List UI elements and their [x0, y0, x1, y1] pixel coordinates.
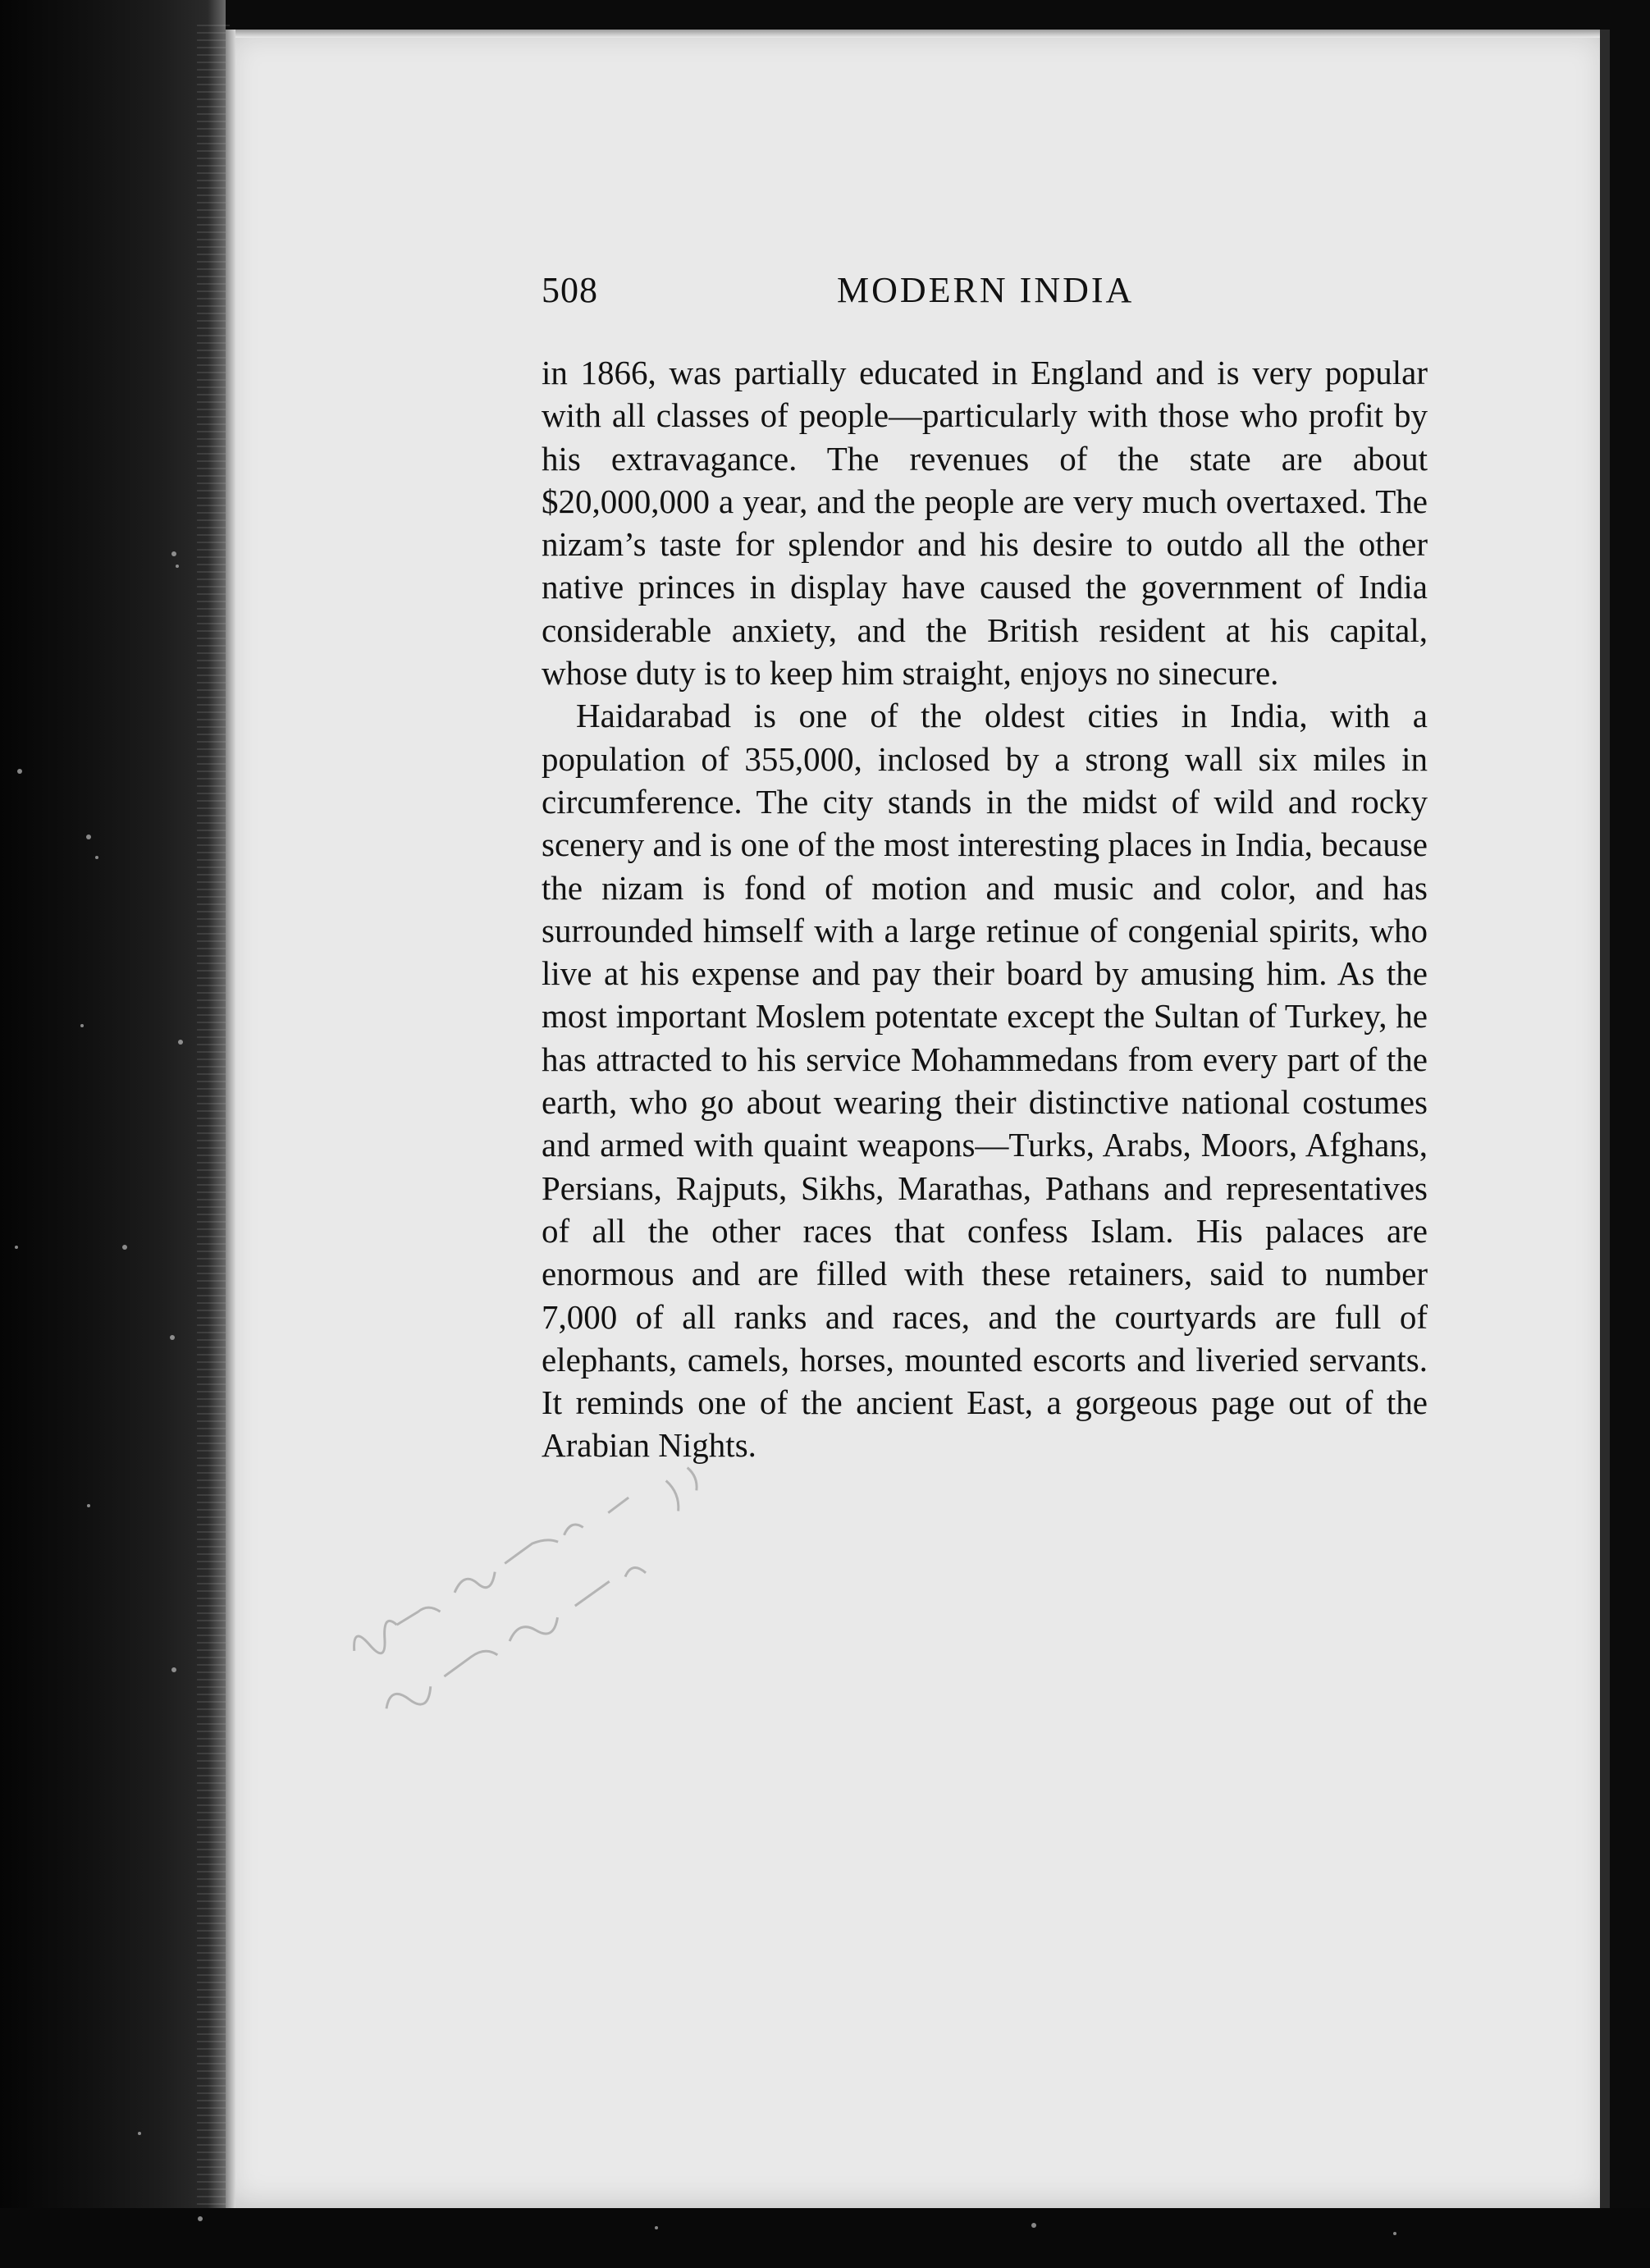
- scan-border-bottom: [0, 2208, 1650, 2268]
- page-number: 508: [542, 270, 598, 310]
- body-text: [542, 351, 1428, 1467]
- page-edge-left: [226, 30, 235, 2208]
- page-edge-right: [1600, 30, 1610, 2208]
- page-edge-top: [226, 30, 1608, 38]
- running-head: [542, 269, 1428, 318]
- book-binding: [0, 0, 226, 2268]
- binding-texture: [197, 25, 230, 2232]
- paragraph-2: Haidarabad is one of the oldest cities in India, with a population of 355,000, inclosed by a strong wall six miles in circumference. The city stands in the midst of wild and rocky scenery and is one of the most interesting places in India, because the nizam is fond of motion and music and color, and has surrounded himself with a large retinue of congenial spirits, who live at his expense and pay their board by amusing him. As the most important Moslem potentate except the Sultan of Turkey, he has attracted to his service Mohammedans from every part of the earth, who go about wearing their distinctive national costumes and armed with quaint weapons—Turks, Arabs, Moors, Afghans, Persians, Rajputs, Sikhs, Marathas, Pathans and representatives of all the other races that confess Islam. His palaces are enormous and are filled with these retainers, said to number 7,000 of all ranks and races, and the courtyards are full of elephants, camels, horses, mounted escorts and liveried servants. It reminds one of the ancient East, a gorgeous page out of the Arabian Nights.: [542, 697, 1428, 1465]
- paragraph-1: in 1866, was partially educated in England and is very popular with all classes of people—particularly with those who profit by his extravagance. The revenues of the state are about $20,000,000 a year, and the people are very much overtaxed. The nizam’s taste for splendor and his desire to outdo all the other native princes in display have caused the government of India considerable anxiety, and the British resident at his capital, whose duty is to keep him straight, enjoys no sinecure.: [542, 354, 1428, 693]
- running-title: MODERN INDIA: [837, 270, 1135, 310]
